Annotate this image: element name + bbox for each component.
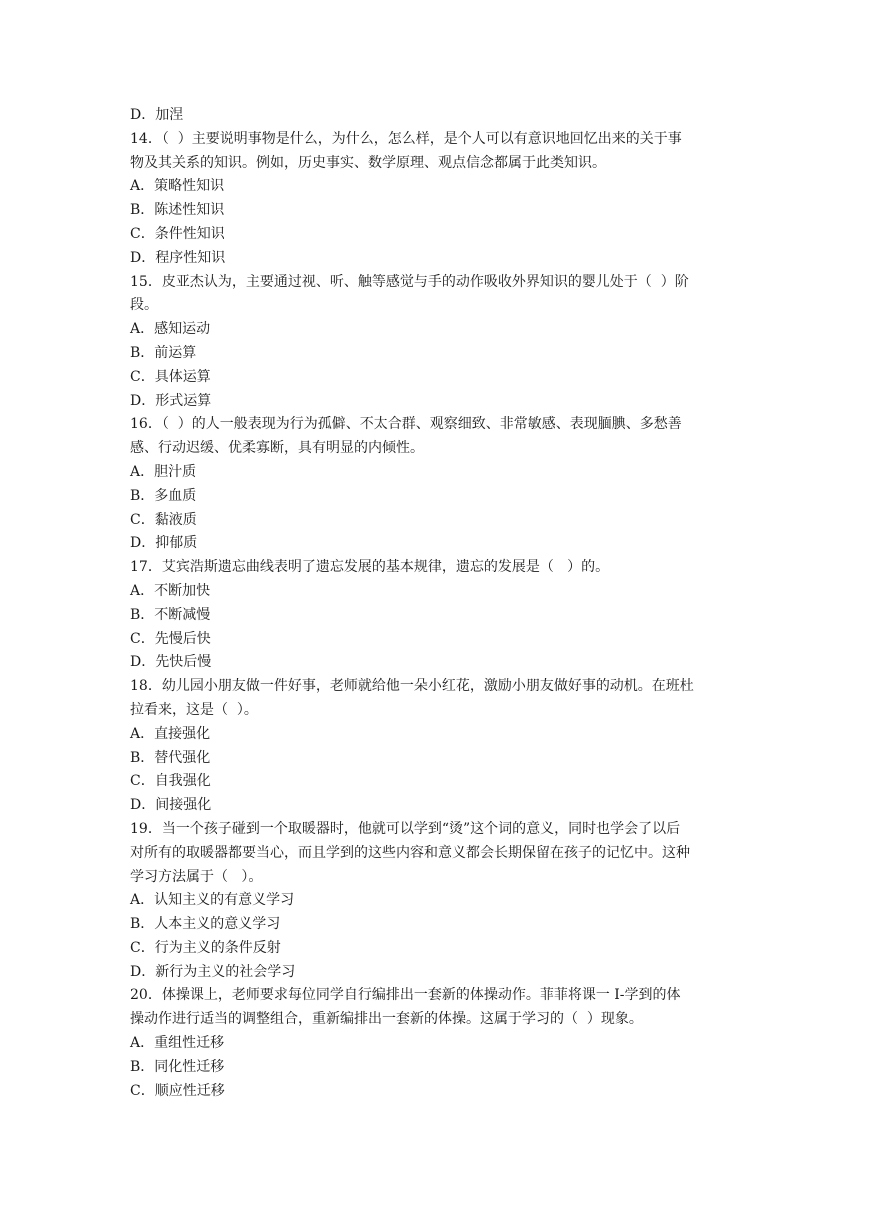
text-line: D．形式运算 [130, 392, 212, 409]
text-line: 学习方法属于（ ）。 [130, 868, 263, 885]
text-line: 16．（ ）的人一般表现为行为孤僻、不太合群、观察细致、非常敏感、表现腼腆、多愁善 [130, 416, 682, 433]
text-line: C．自我强化 [130, 773, 211, 790]
text-line: B．人本主义的意义学习 [130, 916, 281, 933]
text-line: D．间接强化 [130, 797, 212, 814]
text-line: 拉看来，这是（ ）。 [130, 701, 258, 718]
text-line: C．具体运算 [130, 368, 211, 385]
text-line: C．条件性知识 [130, 225, 225, 242]
text-line: D．程序性知识 [130, 249, 226, 266]
text-line: B．不断减慢 [130, 606, 211, 623]
text-line: 对所有的取暖器都要当心，而且学到的这些内容和意义都会长期保留在孩子的记忆中。这种 [130, 844, 690, 861]
text-line: C．行为主义的条件反射 [130, 939, 281, 956]
text-line: 19．当一个孩子碰到一个取暖器时，他就可以学到“烫”这个词的意义，同时也学会了以后 [130, 820, 681, 837]
text-line: C．黏液质 [130, 511, 197, 528]
text-line: C．顺应性迁移 [130, 1082, 225, 1099]
text-line: D．抑郁质 [130, 535, 198, 552]
text-line: 段。 [130, 297, 158, 314]
text-line: 操动作进行适当的调整组合，重新编排出一套新的体操。这属于学习的（ ）现象。 [130, 1011, 643, 1028]
text-line: B．前运算 [130, 344, 197, 361]
text-line: D．新行为主义的社会学习 [130, 963, 296, 980]
text-line: A．策略性知识 [130, 178, 225, 195]
text-line: 物及其关系的知识。例如，历史事实、数学原理、观点信念都属于此类知识。 [130, 154, 606, 171]
text-line: 感、行动迟缓、优柔寡断，具有明显的内倾性。 [130, 440, 424, 457]
text-line: B．同化性迁移 [130, 1058, 225, 1075]
text-line: 14．（ ）主要说明事物是什么，为什么，怎么样，是个人可以有意识地回忆出来的关于事 [130, 130, 682, 147]
question-content [130, 104, 739, 1103]
text-line: 20．体操课上，老师要求每位同学自行编排出一套新的体操动作。菲菲将课一 I-学到的体 [130, 987, 681, 1004]
text-line: B．多血质 [130, 487, 197, 504]
text-line: C．先慢后快 [130, 630, 211, 647]
text-line: 17．艾宾浩斯遗忘曲线表明了遗忘发展的基本规律，遗忘的发展是（ ）的。 [130, 559, 610, 576]
text-line: A．胆汁质 [130, 463, 197, 480]
text-line: A．不断加快 [130, 582, 211, 599]
text-line: A．直接强化 [130, 725, 211, 742]
text-line: 15．皮亚杰认为，主要通过视、听、触等感觉与手的动作吸收外界知识的婴儿处于（ ）阶 [130, 273, 689, 290]
text-line: B．替代强化 [130, 749, 211, 766]
text-line: 18．幼儿园小朋友做一件好事，老师就给他一朵小红花，激励小朋友做好事的动机。在班杜 [130, 678, 694, 695]
text-line: A．认知主义的有意义学习 [130, 892, 295, 909]
text-line: D．先快后慢 [130, 654, 212, 671]
text-line: B．陈述性知识 [130, 202, 225, 219]
text-line: D．加涅 [130, 107, 184, 123]
text-line: A．感知运动 [130, 321, 211, 338]
text-line: A．重组性迁移 [130, 1035, 225, 1052]
